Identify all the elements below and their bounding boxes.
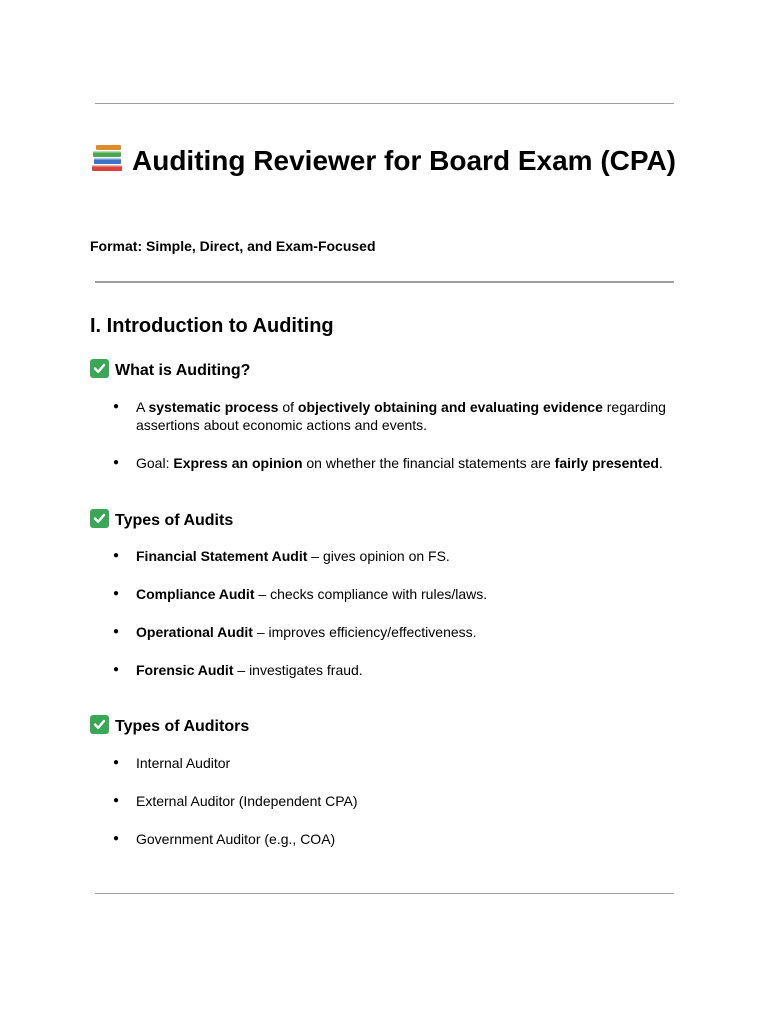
text-run: – checks compliance with rules/laws. [254,586,488,602]
bold-text: Express an opinion [173,455,303,471]
text-run: – investigates fraud. [233,662,363,678]
text-run: regarding assertions about economic actions and events. [136,399,666,433]
subheading-text: Types of Auditors [115,718,250,735]
text-run: Goal: [136,455,174,471]
books-icon [90,143,124,173]
check-mark-icon [90,359,109,378]
section-heading-introduction: I. Introduction to Auditing [90,315,334,337]
list-item [113,454,683,472]
check-mark-icon [90,509,109,528]
list-item: ● External Auditor (Independent CPA) [113,792,683,810]
check-mark-icon [90,715,109,734]
list-item: ● Internal Auditor [113,754,683,772]
audit-types-list [113,547,683,699]
list-item [113,585,683,603]
subheading-text: Types of Audits [115,512,234,529]
text-run: – gives opinion on FS. [307,548,450,564]
subheading-what-is-auditing [90,359,250,382]
text-run: of [278,399,298,415]
top-divider [95,103,674,104]
bold-text: fairly presented [554,455,659,471]
auditor-types-list [113,754,683,868]
bold-text: Operational Audit [136,624,253,640]
text-run: – improves efficiency/effectiveness. [252,624,477,640]
list-item [113,398,683,434]
bold-text: Compliance Audit [136,586,255,602]
bold-text: Forensic Audit [136,662,234,678]
page-title [90,141,690,181]
text-run: A [136,399,149,415]
subheading-types-of-auditors [90,715,249,738]
subheading-types-of-audits [90,509,233,532]
list-item: ● Government Auditor (e.g., COA) [113,830,683,848]
list-item [113,661,683,679]
section-divider [95,281,674,283]
bottom-divider [95,893,674,894]
list-item [113,623,683,641]
bold-text: objectively obtaining and evaluating evidence [297,399,603,415]
text-run: on whether the financial statements are [302,455,555,471]
page-title-text: Auditing Reviewer for Board Exam (CPA) [132,145,677,176]
text-run: . [658,455,663,471]
bold-text: systematic process [148,399,279,415]
subheading-text: What is Auditing? [115,362,251,379]
list-item [113,547,683,565]
format-subtitle: Format: Simple, Direct, and Exam-Focused [90,238,376,254]
auditing-definition-list [113,398,683,492]
bold-text: Financial Statement Audit [136,548,308,564]
